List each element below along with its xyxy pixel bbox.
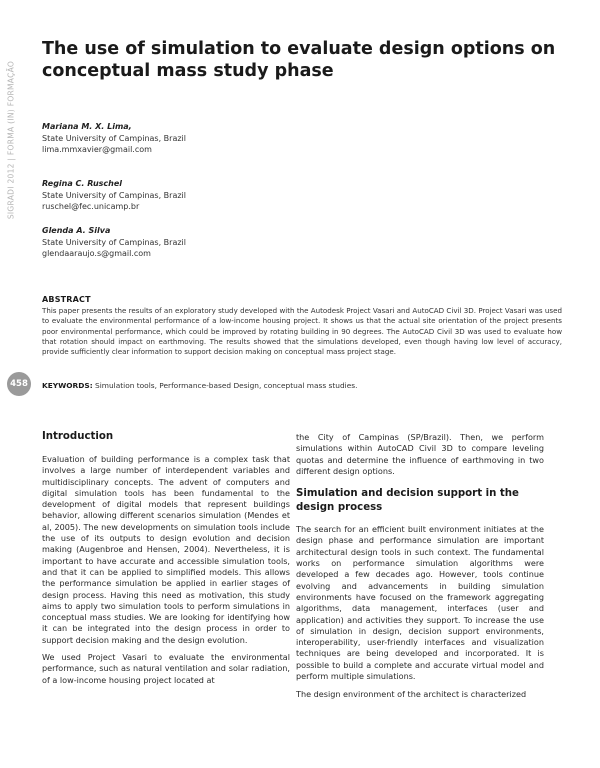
author-affiliation: State University of Campinas, Brazil [42,133,187,143]
conference-side-label-text: SIGRADI 2012 | FORMA (IN) FORMAÇÃO [6,60,16,220]
abstract-text: This paper presents the results of an exploratory study developed with the Autodesk Project Vasari and AutoCAD Civil 3D. Project Vasari was used to evaluate the environmental performance of a low-income housing project. It shows us that the actual site orientation of the project presents poor environmental performance, which could be improved by rotating building in 90 degrees. The AutoCAD Civil 3D was used to evaluate how that rotation should impact on earthmoving. The results showed that the simulations developed, even though having low level of accuracy, provide sufficiently clear information to support decision making on conceptual mass project stage. [42,306,562,357]
author-name: Glenda A. Silva [42,226,111,235]
simulation-paragraph-2: The design environment of the architect is characterized [296,689,527,700]
keywords-line [42,381,562,390]
keywords-text: Simulation tools, Performance-based Design, conceptual mass studies. [95,381,358,390]
author-block-1 [42,121,342,156]
author-affiliation: State University of Campinas, Brazil [42,237,187,247]
author-email[interactable]: ruschel@fec.unicamp.br [42,202,140,212]
author-name: Mariana M. X. Lima, [42,122,132,131]
conference-side-label [4,60,18,220]
right-column [296,432,544,701]
keywords-label: KEYWORDS: [42,381,93,390]
author-email[interactable]: glendaaraujo.s@gmail.com [42,249,151,259]
page-number: 458 [10,379,28,389]
author-affiliation: State University of Campinas, Brazil [42,190,187,200]
simulation-section-heading: Simulation and decision support in the design process [296,488,519,514]
paper-title: The use of simulation to evaluate design options on conceptual mass study phase [42,39,556,81]
author-name: Regina C. Ruschel [42,179,123,188]
page-number-badge [7,372,31,396]
introduction-paragraph-2: We used Project Vasari to evaluate the environmental performance, such as natural ventilation and solar radiation, of a low-income housing project located at [42,652,290,685]
introduction-heading: Introduction [42,431,114,442]
author-email[interactable]: lima.mmxavier@gmail.com [42,145,152,155]
author-block-2 [42,178,342,213]
introduction-paragraph-2-continued: the City of Campinas (SP/Brazil). Then, we perform simulations within AutoCAD Civil 3D to compare leveling quotas and determine the influence of earthmoving in two different design options. [296,432,544,476]
left-column [42,430,290,686]
introduction-paragraph-1: Evaluation of building performance is a complex task that involves a large number of interdependent variables and multidisciplinary concepts. The advent of computers and digital simulation tools has been fundamental to the development of digital models that represent buildings behavior, allowing different scenarios simulation (Mendes et al, 2005). The new developments on simulation tools include the use of its outputs to design evolution and decision making (Augenbroe and Hensen, 2004). Nevertheless, it is important to have accurate and accessible simulation tools, and that it can be applied to simplified models. This allows the performance simulation be applied in earlier stages of design process. Having this need as motivation, this study aims to apply two simulation tools to perform simulations in conceptual mass studies. We are looking for identifying how it can be integrated into the design process in order to support decision making and the design evolution. [42,454,290,645]
author-block-3 [42,225,342,260]
abstract-heading: ABSTRACT [42,295,91,304]
simulation-paragraph-1: The search for an efficient built environment initiates at the design phase and performance simulation are important architectural design tools in such context. The fundamental works on performance simulation algorithms were developed a few decades ago. However, tools continue evolving and advancements in building simulation environments have focused on the framework aggregating algorithms, data management, interfaces (user and application) and activities they support. To increase the use of simulation in design, decision support environments, interoperability, user-friendly interfaces and visualization techniques are being developed and incorporated. It is possible to build a complete and accurate virtual model and perform multiple simulations. [296,524,544,682]
